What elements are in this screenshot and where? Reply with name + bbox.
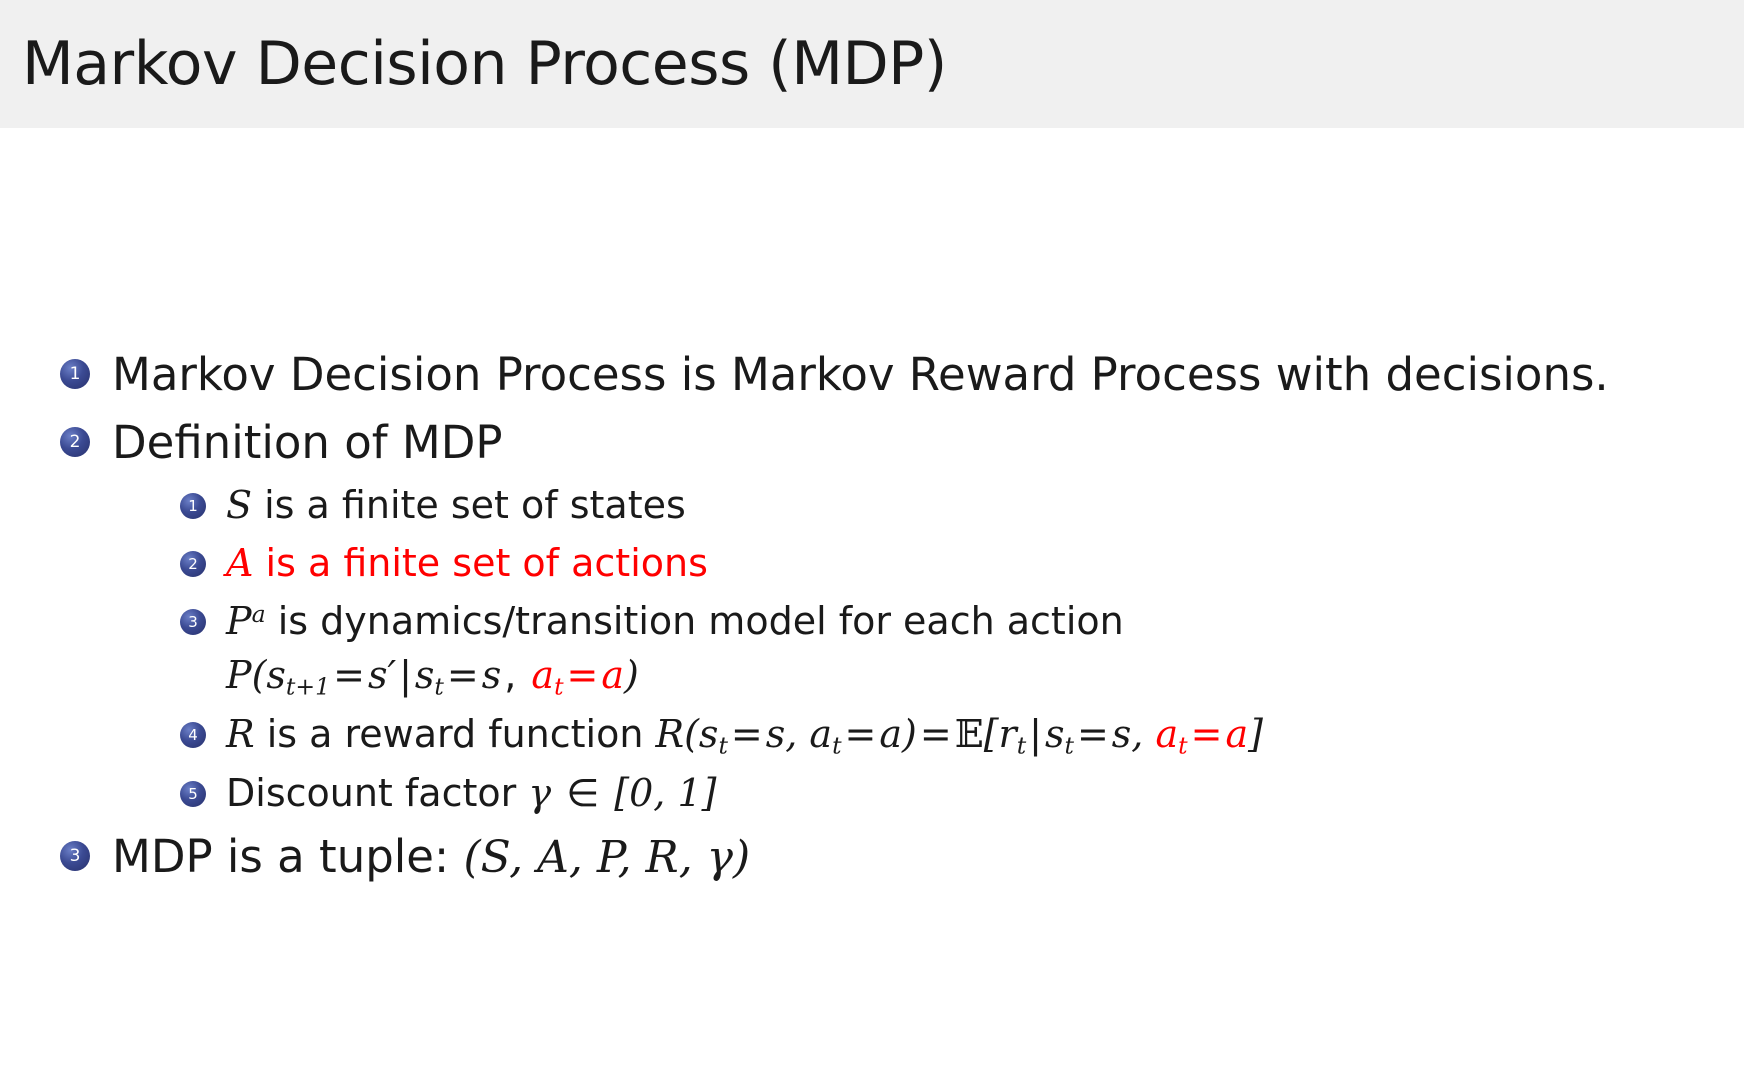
bullet-marker: 4 (180, 722, 206, 748)
symbol-P: P (226, 598, 252, 643)
formula-a-cur: a (531, 652, 555, 697)
slide-content (0, 343, 1744, 889)
formula-comma: , (504, 652, 529, 697)
list-item (60, 825, 1744, 889)
formula-discount: γ ∈ [0, 1] (528, 770, 717, 815)
symbol-S: S (226, 482, 253, 527)
formula-s-next-sub: t+1 (285, 672, 331, 701)
list-item-text-highlighted (226, 537, 708, 591)
sub-item-text: is a finite set of actions (253, 540, 708, 585)
formula-a-val: a (601, 652, 625, 697)
formula-transition (226, 652, 639, 701)
bullet-marker: 3 (60, 841, 90, 871)
sub-item-text: is a reward function (254, 711, 656, 756)
formula-s-val: s (481, 652, 502, 697)
formula-reward: $R(s_t=s$, $a_t=a)=𝔼[r_t|s_t=s$, $a_t=a$] (655, 711, 1263, 760)
sub-item-text: Discount factor (226, 770, 529, 815)
formula-s-prime: s′ (367, 652, 397, 697)
list-item-text (226, 479, 686, 533)
symbol-A: A (226, 540, 254, 585)
list-item (180, 479, 1744, 533)
formula-eq: = (333, 652, 365, 697)
bullet-marker: 1 (180, 493, 206, 519)
list-item-text (226, 595, 1124, 704)
title-bar (0, 0, 1744, 128)
list-item (180, 767, 1744, 821)
formula-open: P( (226, 652, 267, 697)
formula-mdp-tuple: (S, A, P, R, γ) (463, 831, 751, 883)
bullet-marker: 1 (60, 359, 90, 389)
page-title: Markov Decision Process (MDP) (22, 29, 947, 99)
formula-s-cur: s (414, 652, 435, 697)
bullet-marker: 2 (60, 427, 90, 457)
list-item-text (226, 708, 1263, 763)
list-item (60, 343, 1744, 407)
sub-item-text: is a finite set of states (252, 482, 686, 527)
list-item-text (226, 767, 716, 821)
list-item-text: Definition of MDP (112, 415, 503, 469)
formula-close: ) (624, 652, 639, 697)
list-item (180, 537, 1744, 591)
tuple-label: MDP is a tuple: (112, 829, 464, 883)
superscript-a: a (251, 599, 266, 628)
formula-eq: = (566, 652, 599, 697)
list-item (180, 708, 1744, 763)
bullet-marker: 5 (180, 781, 206, 807)
formula-s-next: s (266, 652, 286, 697)
sub-item-text: is dynamics/transition model for each action (265, 598, 1124, 643)
outline-level-2 (60, 479, 1744, 821)
bullet-marker: 3 (180, 609, 206, 635)
list-item (60, 411, 1744, 475)
outline-level-1 (0, 343, 1744, 889)
list-item (180, 595, 1744, 704)
formula-eq: = (446, 652, 479, 697)
formula-bar: | (399, 652, 412, 697)
bullet-marker: 2 (180, 551, 206, 577)
formula-a-cur-sub: t (554, 672, 564, 701)
symbol-R: R (226, 711, 255, 756)
formula-s-cur-sub: t (434, 672, 444, 701)
list-item-text: Markov Decision Process is Markov Reward Process with decisions. (112, 348, 1609, 401)
list-item-text (112, 825, 750, 889)
